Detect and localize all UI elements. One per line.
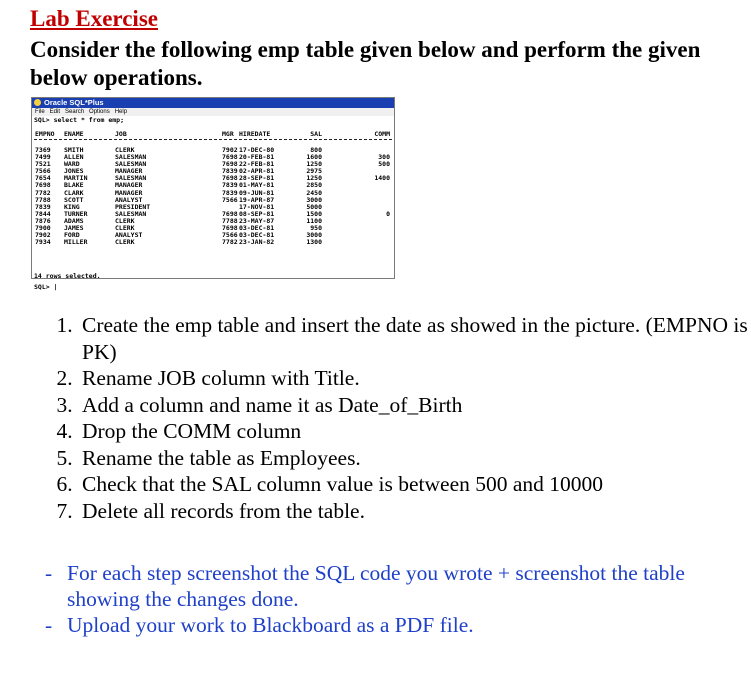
- cell-mgr: 7839: [222, 181, 238, 190]
- table-row: [34, 154, 394, 161]
- table-row: [34, 232, 394, 239]
- cell-sal: 1500: [306, 209, 322, 218]
- cell-empno: 7902: [35, 231, 51, 240]
- cell-empno: 7844: [35, 209, 51, 218]
- menu-search: Search: [65, 109, 85, 115]
- cell-mgr: 7698: [222, 174, 238, 183]
- cell-sal: 1300: [306, 238, 322, 247]
- cell-hiredate: 03-DEC-81: [239, 224, 275, 233]
- task-item: 1. Create the emp table and insert the date as showed in the picture. (EMPNO is PK): [78, 312, 748, 365]
- table-rows: [34, 147, 394, 246]
- cell-empno: 7876: [35, 216, 51, 225]
- cell-empno: 7934: [35, 238, 51, 247]
- table-row: [34, 147, 394, 154]
- sqlplus-title-bar: [32, 98, 394, 108]
- cell-job: ANALYST: [115, 231, 143, 240]
- cell-sal: 5000: [306, 202, 322, 211]
- cell-mgr: 7782: [222, 238, 238, 247]
- cell-mgr: 7788: [222, 216, 238, 225]
- cell-ename: MARTIN: [64, 174, 88, 183]
- cell-sal: 800: [310, 146, 322, 154]
- cell-hiredate: 08-SEP-81: [239, 209, 275, 218]
- cell-empno: 7788: [35, 195, 51, 204]
- cell-job: MANAGER: [115, 167, 143, 176]
- cell-comm: 300: [378, 153, 390, 162]
- cell-job: ANALYST: [115, 195, 143, 204]
- note-screenshot: For each step screenshot the SQL code you wrote + screenshot the table showing the changes done.: [67, 561, 685, 611]
- cell-ename: CLARK: [64, 188, 84, 197]
- cell-ename: KING: [64, 202, 80, 211]
- col-sal: SAL: [310, 130, 322, 138]
- menu-file: File: [35, 109, 45, 115]
- cell-sal: 1250: [306, 174, 322, 183]
- cell-mgr: 7698: [222, 209, 238, 218]
- cell-hiredate: 17-DEC-80: [239, 146, 275, 154]
- cell-job: SALESMAN: [115, 209, 147, 218]
- cell-mgr: 7839: [222, 188, 238, 197]
- cell-mgr: 7902: [222, 146, 238, 154]
- sqlplus-console: [34, 116, 392, 291]
- cell-mgr: 7566: [222, 231, 238, 240]
- sql-prompt: SQL> |: [34, 283, 58, 291]
- cell-hiredate: 02-APR-81: [239, 167, 275, 176]
- cell-hiredate: 01-MAY-81: [239, 181, 275, 190]
- cell-sal: 2975: [306, 167, 322, 176]
- cell-sal: 2450: [306, 188, 322, 197]
- menu-options: Options: [89, 109, 110, 115]
- cell-comm: 500: [378, 160, 390, 169]
- submission-notes: [45, 560, 735, 638]
- cell-ename: MILLER: [64, 238, 88, 247]
- cell-job: PRESIDENT: [115, 202, 151, 211]
- table-header: [34, 131, 394, 139]
- cell-hiredate: 20-FEB-81: [239, 153, 275, 162]
- cell-mgr: 7698: [222, 224, 238, 233]
- cell-ename: SCOTT: [64, 195, 84, 204]
- task-item: 3. Add a column and name it as Date_of_Birth: [78, 392, 748, 419]
- col-job: JOB: [115, 130, 127, 138]
- table-row: [34, 218, 394, 225]
- col-hiredate: HIREDATE: [239, 130, 271, 138]
- task-item: 4. Drop the COMM column: [78, 418, 748, 445]
- cell-job: SALESMAN: [115, 160, 147, 169]
- cell-job: CLERK: [115, 224, 135, 233]
- cell-hiredate: 23-MAY-87: [239, 216, 275, 225]
- cell-mgr: 7698: [222, 160, 238, 169]
- cell-ename: SMITH: [64, 146, 84, 154]
- note-item: - For each step screenshot the SQL code you wrote + screenshot the table showing the changes done.: [45, 561, 685, 611]
- menu-edit: Edit: [49, 109, 61, 115]
- cell-mgr: 7839: [222, 167, 238, 176]
- cell-mgr: 7566: [222, 195, 238, 204]
- cell-empno: 7499: [35, 153, 51, 162]
- table-row: [34, 211, 394, 218]
- cell-sal: 1250: [306, 160, 322, 169]
- cell-job: CLERK: [115, 216, 135, 225]
- cell-job: SALESMAN: [115, 174, 147, 183]
- col-mgr: MGR: [222, 130, 234, 138]
- cell-sal: 3000: [306, 231, 322, 240]
- table-row: [34, 161, 394, 168]
- task-item: 7. Delete all records from the table.: [78, 498, 748, 525]
- cell-hiredate: 22-FEB-81: [239, 160, 275, 169]
- cell-sal: 1600: [306, 153, 322, 162]
- exercise-instruction: Consider the following emp table given below and perform the given below operations.: [30, 37, 701, 90]
- cell-hiredate: 17-NOV-81: [239, 202, 275, 211]
- table-row: [34, 190, 394, 197]
- task-item: 5. Rename the table as Employees.: [78, 445, 748, 472]
- cell-empno: 7698: [35, 181, 51, 190]
- cell-ename: JAMES: [64, 224, 84, 233]
- cell-empno: 7369: [35, 146, 51, 154]
- cell-sal: 2850: [306, 181, 322, 190]
- cell-ename: BLAKE: [64, 181, 84, 190]
- cell-ename: JONES: [64, 167, 84, 176]
- cell-empno: 7566: [35, 167, 51, 176]
- cell-job: CLERK: [115, 238, 135, 247]
- note-upload: Upload your work to Blackboard as a PDF file.: [67, 613, 474, 637]
- cell-empno: 7900: [35, 224, 51, 233]
- cell-job: MANAGER: [115, 181, 143, 190]
- page-title: Lab Exercise: [30, 6, 158, 31]
- oracle-app-icon: [34, 99, 41, 106]
- cell-ename: ALLEN: [64, 153, 84, 162]
- cell-empno: 7839: [35, 202, 51, 211]
- sqlplus-menu-bar: [32, 108, 394, 116]
- cell-mgr: 7698: [222, 153, 238, 162]
- cell-ename: FORD: [64, 231, 80, 240]
- cell-sal: 3000: [306, 195, 322, 204]
- table-row: [34, 175, 394, 182]
- rows-selected: 14 rows selected.: [34, 272, 101, 280]
- col-comm: COMM: [374, 130, 390, 138]
- cell-ename: WARD: [64, 160, 80, 169]
- sqlplus-screenshot: [31, 97, 395, 291]
- table-row: [34, 182, 394, 189]
- window-title: Oracle SQL*Plus: [44, 98, 104, 107]
- cell-hiredate: 28-SEP-81: [239, 174, 275, 183]
- cell-empno: 7654: [35, 174, 51, 183]
- cell-job: SALESMAN: [115, 153, 147, 162]
- cell-job: MANAGER: [115, 188, 143, 197]
- task-item: 2. Rename JOB column with Title.: [78, 365, 748, 392]
- note-item: - Upload your work to Blackboard as a PDF file.: [45, 613, 474, 637]
- cell-ename: ADAMS: [64, 216, 84, 225]
- task-item: 6. Check that the SAL column value is between 500 and 10000: [78, 471, 748, 498]
- sql-command: SQL> select * from emp;: [34, 116, 125, 124]
- cell-hiredate: 03-DEC-81: [239, 231, 275, 240]
- table-row: [34, 239, 394, 246]
- cell-hiredate: 09-JUN-81: [239, 188, 275, 197]
- cell-sal: 950: [310, 224, 322, 233]
- cell-hiredate: 19-APR-87: [239, 195, 275, 204]
- cell-comm: 1400: [374, 174, 390, 183]
- cell-empno: 7521: [35, 160, 51, 169]
- cell-hiredate: 23-JAN-82: [239, 238, 275, 247]
- cell-comm: 0: [386, 209, 390, 218]
- task-list: [52, 312, 748, 524]
- cell-ename: TURNER: [64, 209, 88, 218]
- cell-job: CLERK: [115, 146, 135, 154]
- col-ename: ENAME: [64, 130, 84, 138]
- table-row: [34, 225, 394, 232]
- cell-empno: 7782: [35, 188, 51, 197]
- menu-help: Help: [114, 109, 128, 115]
- table-row: [34, 197, 394, 204]
- header-separator: [34, 139, 392, 140]
- col-empno: EMPNO: [35, 130, 55, 138]
- table-row: [34, 168, 394, 175]
- table-row: [34, 204, 394, 211]
- cell-sal: 1100: [306, 216, 322, 225]
